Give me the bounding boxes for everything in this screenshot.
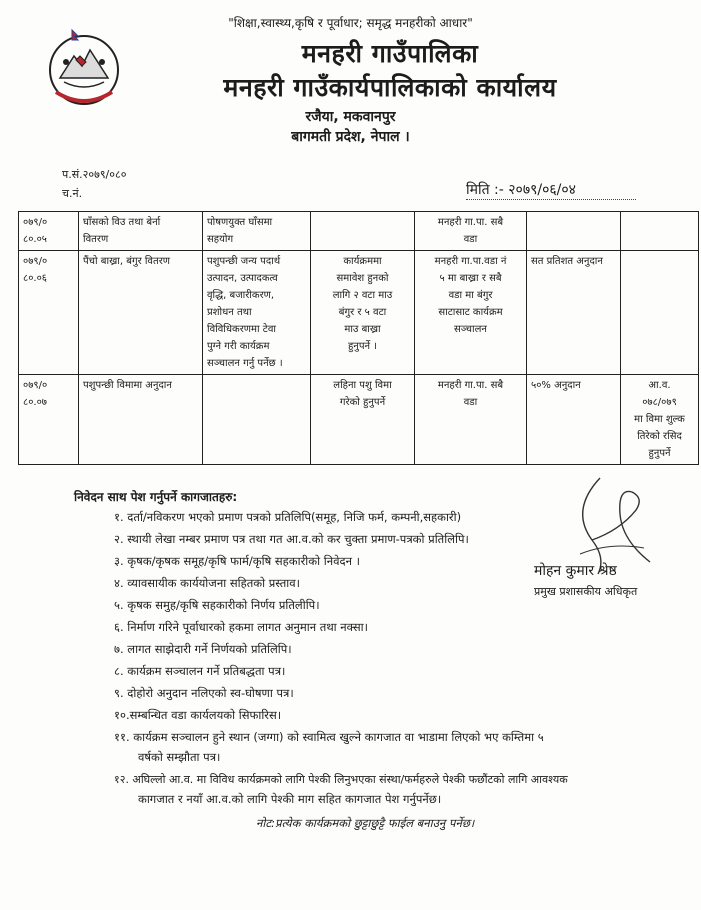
row-number-cell [19,251,79,375]
cell-line: ५०% अनुदान [531,380,581,391]
document-item: ९. दोहोरो अनुदान नलिएको स्व-घोषणा पत्र। [114,686,294,700]
cell-line: गरेको हुनुपर्ने [339,397,386,408]
cell-line: सत प्रतिशत अनुदान [531,256,603,267]
documents-heading: निवेदन साथ पेश गर्नुपर्ने कागजातहरु: [74,490,238,504]
cell-line: पशुपन्छी विमामा अनुदान [83,380,172,391]
cell-line: सञ्चालन गर्नु पर्नेछ । [207,358,283,369]
cell-line: मनहरी गा.पा.वडा नं [434,256,507,267]
footnote: नोट:प्रत्येक कार्यक्रमको छुट्टाछुट्टै फाईल बनाउनु पर्नेछ। [256,816,475,830]
condition-cell [311,212,415,251]
cell-line: ०७९/० [23,380,48,391]
condition-cell [311,251,415,375]
row-number-cell [19,375,79,465]
document-item: १. दर्ता/नविकरण भएको प्रमाण पत्रको प्रतिलिपि(समूह, निजि फर्म, कम्पनी,सहकारी) [114,510,462,524]
cell-line: हुनुपर्ने [648,448,671,459]
cell-line: पुग्ने गरी कार्यक्रम [207,341,270,352]
document-item: ३. कृषक/कृषक समूह/कृषि फार्म/कृषि सहकारीको निवेदन । [114,554,360,568]
document-item: २. स्थायी लेखा नम्बर प्रमाण पत्र तथा गत आ.व.को कर चुक्ता प्रमाण-पत्रको प्रतिलिपि। [114,532,469,546]
document-item: १०.सम्बन्धित वडा कार्यलयको सिफारिस। [114,708,282,722]
row-number-cell [19,212,79,251]
date-underline [466,199,636,200]
cell-line: आ.व. [648,380,671,391]
program-table [18,211,699,465]
note-cell [621,375,699,465]
cell-line: प्रशोधन तथा [207,307,252,318]
document-item: ८. कार्यक्रम सञ्चालन गर्ने प्रतिबद्धता पत्र। [114,664,286,678]
purpose-cell [203,251,311,375]
cell-line: पोषणयुक्त घाँसमा [207,217,273,228]
area-cell [415,375,527,465]
condition-cell [311,375,415,465]
cell-line: कार्यक्रममा [343,256,382,267]
document-item: ६. निर्माण गरिने पूर्वाधारको हकमा लागत अनुमान तथा नक्सा। [114,620,368,634]
cell-line: ०७९/० [23,217,48,228]
area-cell [415,212,527,251]
cell-line: मनहरी गा.पा. सबै [437,380,504,391]
cell-line: पशुपन्छी जन्य पदार्थ [207,256,281,267]
cell-line: वडा [463,397,478,408]
signatory-title: प्रमुख प्रशासकीय अधिकृत [534,585,638,598]
document-item: ५. कृषक समुह/कृषि सहकारीको निर्णय प्रतिलीपि। [114,598,320,612]
purpose-cell [203,212,311,251]
program-name-cell [79,251,203,375]
cell-line: लहिना पशु विमा [333,380,392,391]
cell-line: ८०.०५ [23,234,47,245]
cell-line: माउ बाख्रा [344,324,381,335]
cell-line: साटासाट कार्यक्रम [438,307,503,318]
document-item-continuation: कागजात र नयाँ आ.व.को लागि पेश्की माग सहित कागजात पेश गर्नुपर्नेछ। [138,792,442,806]
municipality-name: मनहरी गाउँपालिका [301,39,479,68]
office-name: मनहरी गाउँकार्यपालिकाको कार्यालय [223,73,557,102]
header-tagline: "शिक्षा,स्वास्थ्य,कृषि र पूर्वाधार; समृद्ध मनहरीको आधार" [228,16,473,30]
nepal-government-emblem-icon [42,26,126,110]
cell-line: पैंचो बाख्रा, बंगुर वितरण [83,256,171,267]
table-row [19,251,699,375]
cell-line: तिरेको रसिद [637,431,682,442]
document-item: ११. कार्यक्रम सञ्चालन हुने स्थान (जग्गा) को स्वामित्व खुल्ने कागजात वा भाडामा लिएको भए कम्तिमा ५ [114,730,544,744]
cell-line: लागि २ वटा माउ [332,290,393,301]
cell-line: समावेश हुनको [336,273,389,284]
letter-date: मिति :- २०७९/०६/०४ [466,182,576,198]
grant-cell [527,212,621,251]
document-item: ७. लागत साझेदारी गर्ने निर्णयको प्रतिलिपि। [114,642,292,656]
cell-line: ८०.०७ [23,397,47,408]
document-item: ४. व्यावसायीक कार्ययोजना सहितको प्रस्ताव। [114,576,301,590]
cell-line: विविधिकरणमा टेवा [207,324,276,335]
cell-line: वडा मा बंगुर [448,290,493,301]
dispatch-number: च.नं. [62,187,83,200]
cell-line: ०७८/०७९ [642,397,677,408]
reference-number: प.सं.२०७९/०८० [62,168,127,181]
cell-line: सहयोग [207,234,234,245]
signatory-name: मोहन कुमार श्रेष्ठ [534,563,617,579]
table-row [19,375,699,465]
cell-line: ५ मा बाख्रा र सबै [439,273,502,284]
cell-line: उत्पादन, उत्पादकत्व [207,273,278,284]
purpose-cell [203,375,311,465]
cell-line: ०७९/० [23,256,48,267]
note-cell [621,251,699,375]
cell-line: सञ्चालन [454,324,487,335]
cell-line: मनहरी गा.पा. सबै [437,217,504,228]
cell-line: वडा [463,234,478,245]
program-name-cell [79,212,203,251]
note-cell [621,212,699,251]
grant-cell [527,251,621,375]
area-cell [415,251,527,375]
cell-line: ८०.०६ [23,273,47,284]
document-item-continuation: वर्षको सम्झौता पत्र। [138,750,221,764]
cell-line: हुनुपर्ने । [347,341,378,352]
address-line-2: बागमती प्रदेश, नेपाल । [291,129,410,145]
cell-line: बंगुर र ५ वटा [338,307,387,318]
cell-line: घाँसको विउ तथा बेर्ना [83,217,161,228]
document-item: १२. अघिल्लो आ.व. मा विविध कार्यक्रमको लागि पेश्की लिनुभएका संस्था/फर्महरुले पेश्की फछौंटको लागि आवश्यक [114,773,568,786]
cell-line: मा विमा शुल्क [634,414,685,425]
cell-line: वितरण [83,234,109,245]
grant-cell [527,375,621,465]
table-row [19,212,699,251]
address-line-1: रजैया, मकवानपुर [305,109,396,125]
program-name-cell [79,375,203,465]
cell-line: वृद्धि, बजारीकरण, [207,290,275,301]
